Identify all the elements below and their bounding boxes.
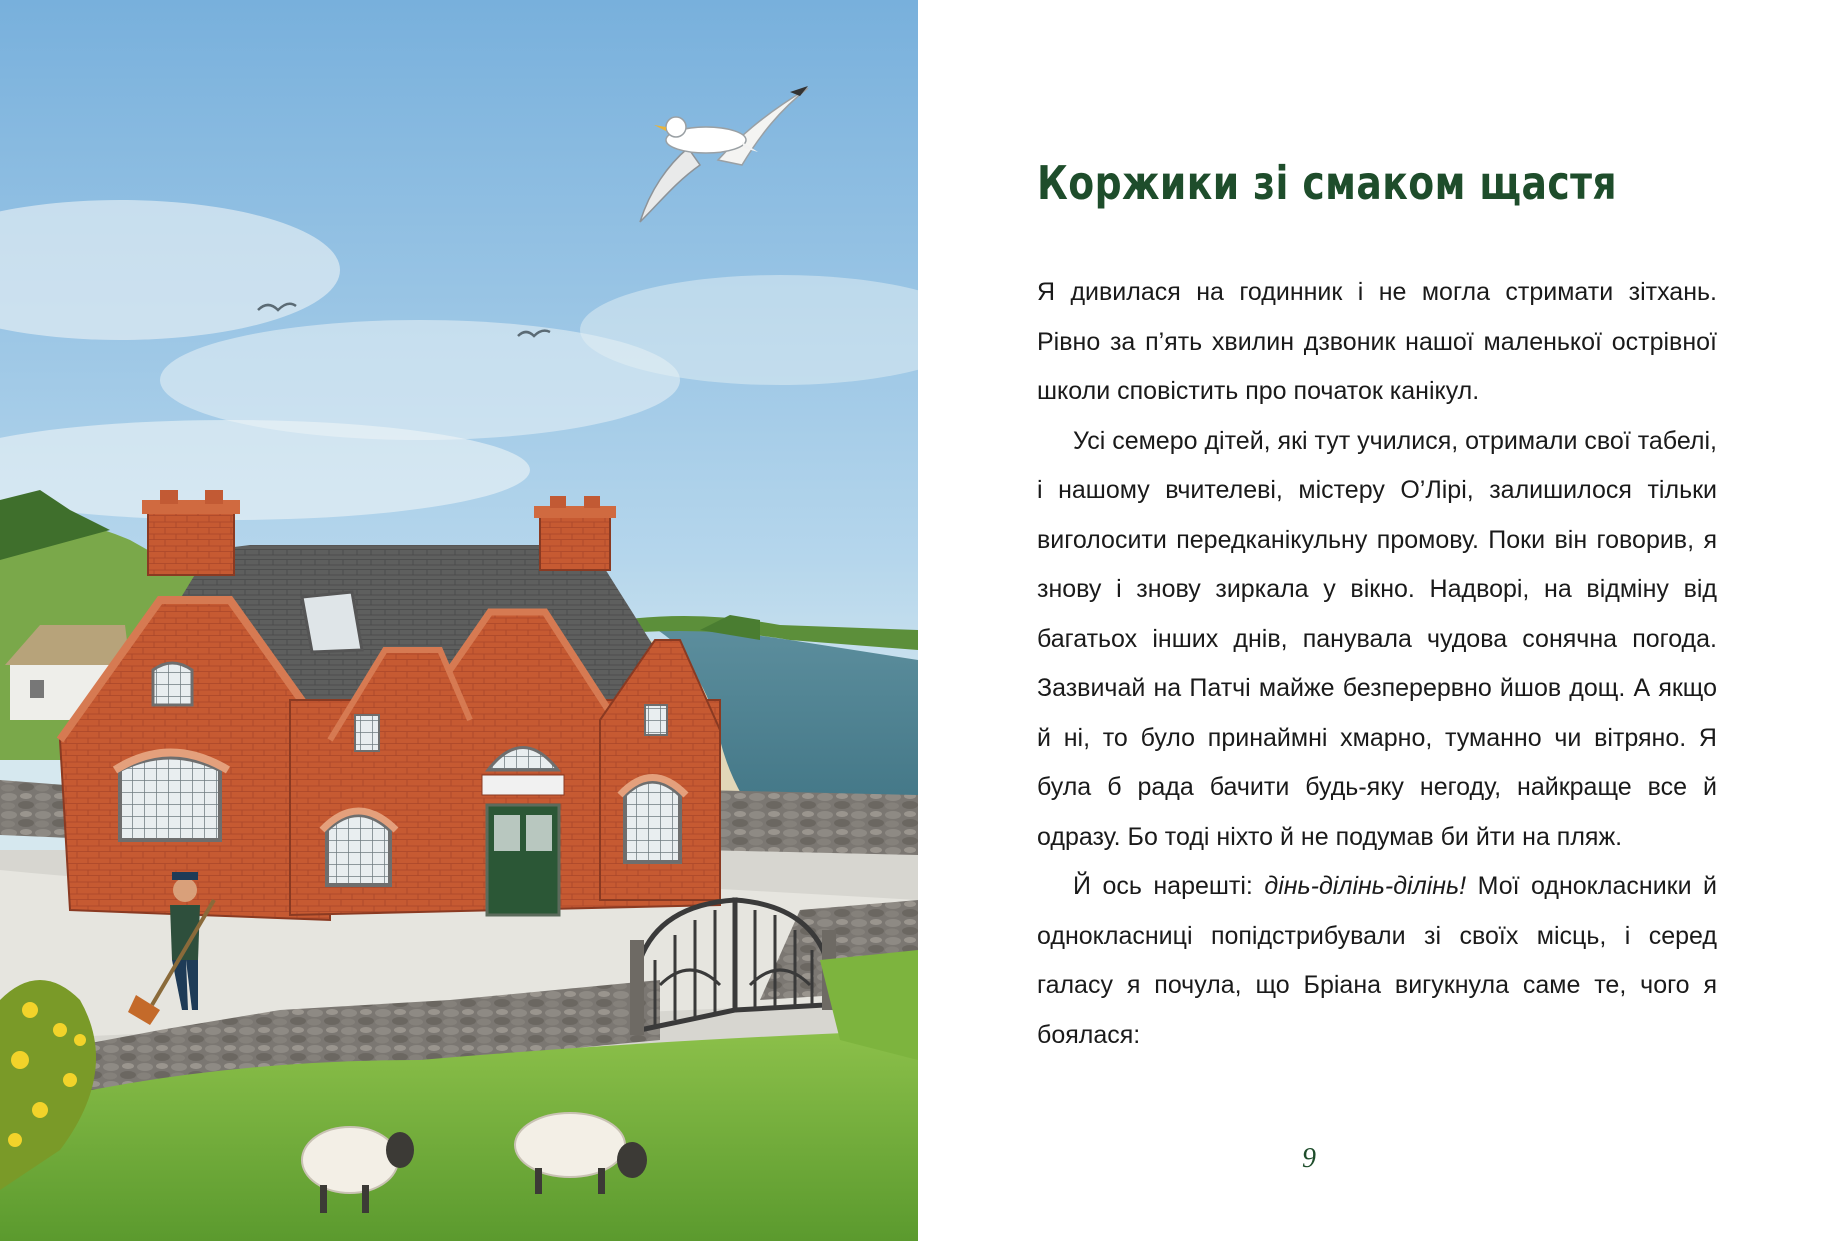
text-page [918, 0, 1831, 1241]
paragraph-3-end: Мої однокласники й однокласниці попідстрибували зі своїх місць, і серед галасу я почула, що Бріана вигукнула саме те, чого я боялася: [1037, 872, 1718, 1049]
paragraph-2: Усі семеро дітей, які тут училися, отримали свої табелі, і нашому вчителеві, містеру О’Лірі, залишилося тільки виголосити передканікульну промову. Поки він говорив, я знову і знову зиркала у вікно. Надворі, на відміну від багатьох інших днів, панувала чудова сонячна погода. Зазвичай на Патчі майже безперервно йшов дощ. А якщо й ні, то було принаймні хмарно, туманно чи вітряно. Я була б рада бачити будь-яку негоду, найкраще все й одразу. Бо тоді ніхто й не подумав би йти на пляж. [1037, 426, 1717, 851]
paragraph-3-start: Й ось нарешті: [1073, 872, 1265, 900]
paragraph-3 [1037, 862, 1717, 1060]
paragraph-1: Я дивилася на годинник і не могла стримати зітхань. Рівно за п’ять хвилин дзвоник нашої маленької острівної школи сповістить про початок канікул. [1037, 278, 1717, 405]
chapter-title: Коржики зі смаком щастя [1037, 156, 1618, 210]
chapter-body [1037, 268, 1717, 1060]
bell-sound: дінь-ділінь-ділінь! [1264, 872, 1467, 900]
page-number: 9 [1302, 1143, 1316, 1174]
